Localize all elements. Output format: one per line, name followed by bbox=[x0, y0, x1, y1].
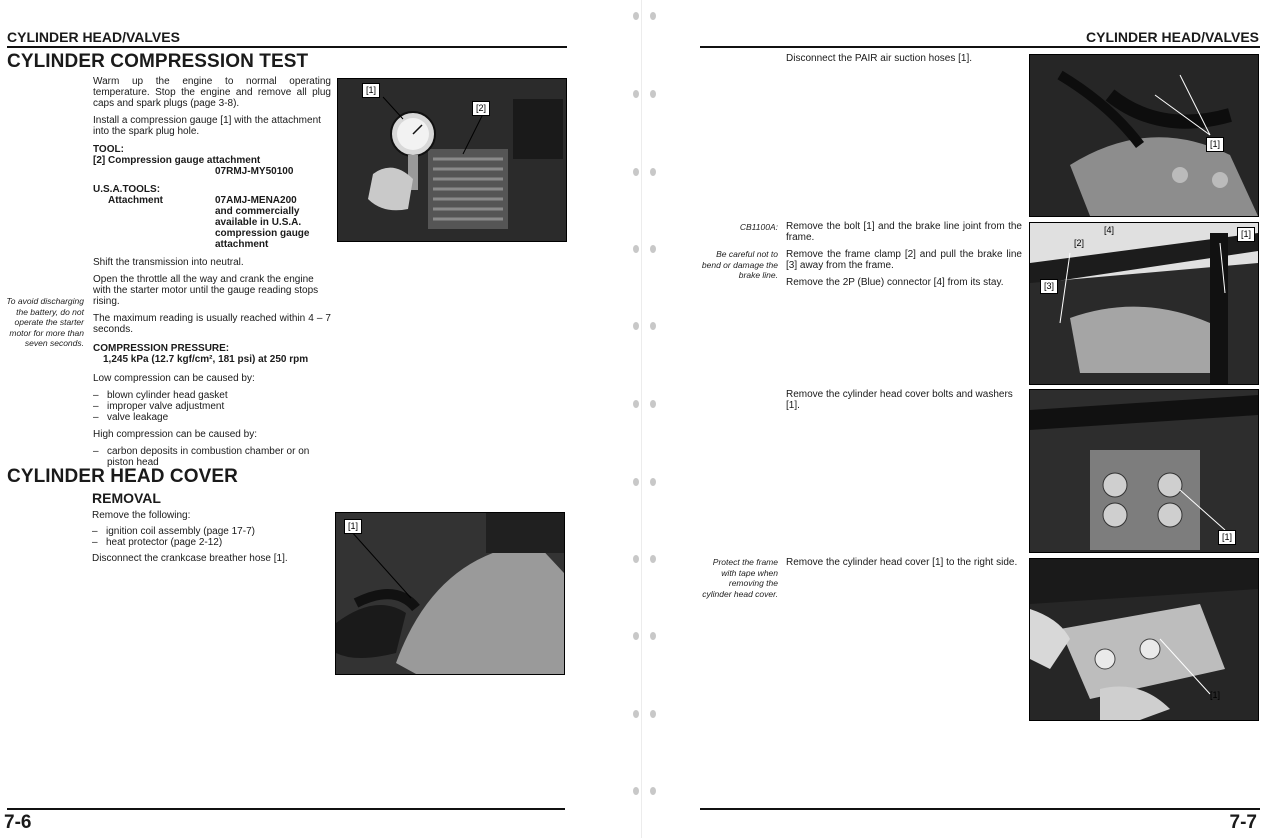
usa-tools-label: U.S.A.TOOLS: bbox=[93, 184, 161, 195]
low-compression-list bbox=[93, 390, 331, 423]
head-cover-text bbox=[92, 510, 327, 564]
photo-breather-hose bbox=[335, 512, 565, 675]
list-item: – ignition coil assembly (page 17-7) bbox=[92, 526, 327, 537]
right-page-header: CYLINDER HEAD/VALVES bbox=[1086, 29, 1259, 45]
side-note-protect-frame: Protect the frame with tape when removing the cylinder head cover. bbox=[702, 557, 778, 599]
low-compression-label: Low compression can be caused by: bbox=[93, 373, 255, 384]
photo-head-cover-bolts bbox=[1029, 389, 1259, 553]
pressure-value: 1,245 kPa (12.7 kgf/cm², 181 psi) at 250 rpm bbox=[103, 354, 309, 365]
paragraph: Remove the bolt [1] and the brake line joint from the frame. bbox=[786, 221, 1022, 243]
step-4-text: Remove the cylinder head cover [1] to the right side. bbox=[786, 557, 1018, 568]
usa-attachment-value: 07AMJ-MENA200 and commercially available in U.S.A. compression gauge attachment bbox=[215, 195, 310, 250]
photo-pair-hoses bbox=[1029, 54, 1259, 217]
step-text: Disconnect the PAIR air suction hoses [1]. bbox=[786, 53, 973, 64]
photo-callout-1: [1] bbox=[1210, 690, 1221, 700]
list-item: – heat protector (page 2-12) bbox=[92, 537, 327, 548]
left-page-number: 7-6 bbox=[4, 812, 32, 833]
left-header-rule bbox=[7, 46, 567, 48]
paragraph: Disconnect the crankcase breather hose [1]. bbox=[92, 553, 288, 564]
step-2-text bbox=[786, 221, 1022, 288]
usa-attachment-label: Attachment bbox=[108, 195, 164, 206]
list-item: – blown cylinder head gasket bbox=[93, 390, 331, 401]
paragraph: Warm up the engine to normal operating temperature. Stop the engine and remove all plug caps and spark plugs (page 3-8). bbox=[93, 76, 331, 109]
photo-callout-1: [1] bbox=[1237, 227, 1255, 242]
side-note-starter: To avoid discharging the battery, do not operate the starter motor for more than seven seconds. bbox=[6, 296, 84, 348]
subsection-title-removal: REMOVAL bbox=[92, 490, 161, 506]
usa-attachment-row bbox=[93, 195, 331, 250]
pressure-label: COMPRESSION PRESSURE: bbox=[93, 343, 230, 354]
paragraph: Open the throttle all the way and crank the engine with the starter motor until the gauge reading stops rising. bbox=[93, 274, 319, 307]
photo-callout-1: [1] bbox=[1206, 137, 1224, 152]
page-binding bbox=[641, 0, 642, 838]
photo-remove-head-cover bbox=[1029, 558, 1259, 721]
paragraph: The maximum reading is usually reached within 4 – 7 seconds. bbox=[93, 313, 331, 335]
right-header-rule bbox=[700, 46, 1260, 48]
photo-brake-line bbox=[1029, 222, 1259, 385]
paragraph: Shift the transmission into neutral. bbox=[93, 257, 244, 268]
photo-compression-gauge bbox=[337, 78, 567, 242]
high-compression-label: High compression can be caused by: bbox=[93, 429, 257, 440]
photo-callout-3: [3] bbox=[1040, 279, 1058, 294]
paragraph: Remove the frame clamp [2] and pull the brake line [3] away from the frame. bbox=[786, 249, 1022, 271]
section-title-head-cover: CYLINDER HEAD COVER bbox=[7, 466, 238, 487]
list-item: – improper valve adjustment bbox=[93, 401, 331, 412]
paragraph: Remove the following: bbox=[92, 510, 191, 521]
list-item: – valve leakage bbox=[93, 412, 331, 423]
photo-callout-1: [1] bbox=[1218, 530, 1236, 545]
right-footer-rule bbox=[700, 808, 1260, 810]
section-title-compression-test: CYLINDER COMPRESSION TEST bbox=[7, 51, 309, 72]
paragraph: Remove the 2P (Blue) connector [4] from its stay. bbox=[786, 277, 1004, 288]
compression-test-text bbox=[93, 76, 331, 468]
high-compression-list bbox=[93, 446, 331, 468]
photo-callout-1: [1] bbox=[362, 83, 380, 98]
tool-number: 07RMJ-MY50100 bbox=[215, 166, 294, 177]
photo-callout-1: [1] bbox=[344, 519, 362, 534]
model-note: CB1100A: bbox=[739, 222, 778, 232]
photo-callout-2: [2] bbox=[472, 101, 490, 116]
paragraph: Install a compression gauge [1] with the attachment into the spark plug hole. bbox=[93, 115, 321, 137]
right-page-number: 7-7 bbox=[1229, 812, 1257, 833]
photo-callout-4: [4] bbox=[1104, 225, 1115, 235]
step-3-text: Remove the cylinder head cover bolts and washers [1]. bbox=[786, 389, 1013, 411]
photo-callout-2: [2] bbox=[1074, 238, 1085, 248]
side-note-brake-line: Be careful not to bend or damage the brake line. bbox=[701, 249, 778, 280]
tool-item: [2] Compression gauge attachment bbox=[93, 155, 261, 166]
tool-label: TOOL: bbox=[93, 144, 124, 155]
removal-list bbox=[92, 526, 327, 548]
left-footer-rule bbox=[7, 808, 565, 810]
list-item: – carbon deposits in combustion chamber or on piston head bbox=[93, 446, 331, 468]
left-page-header: CYLINDER HEAD/VALVES bbox=[7, 29, 180, 45]
